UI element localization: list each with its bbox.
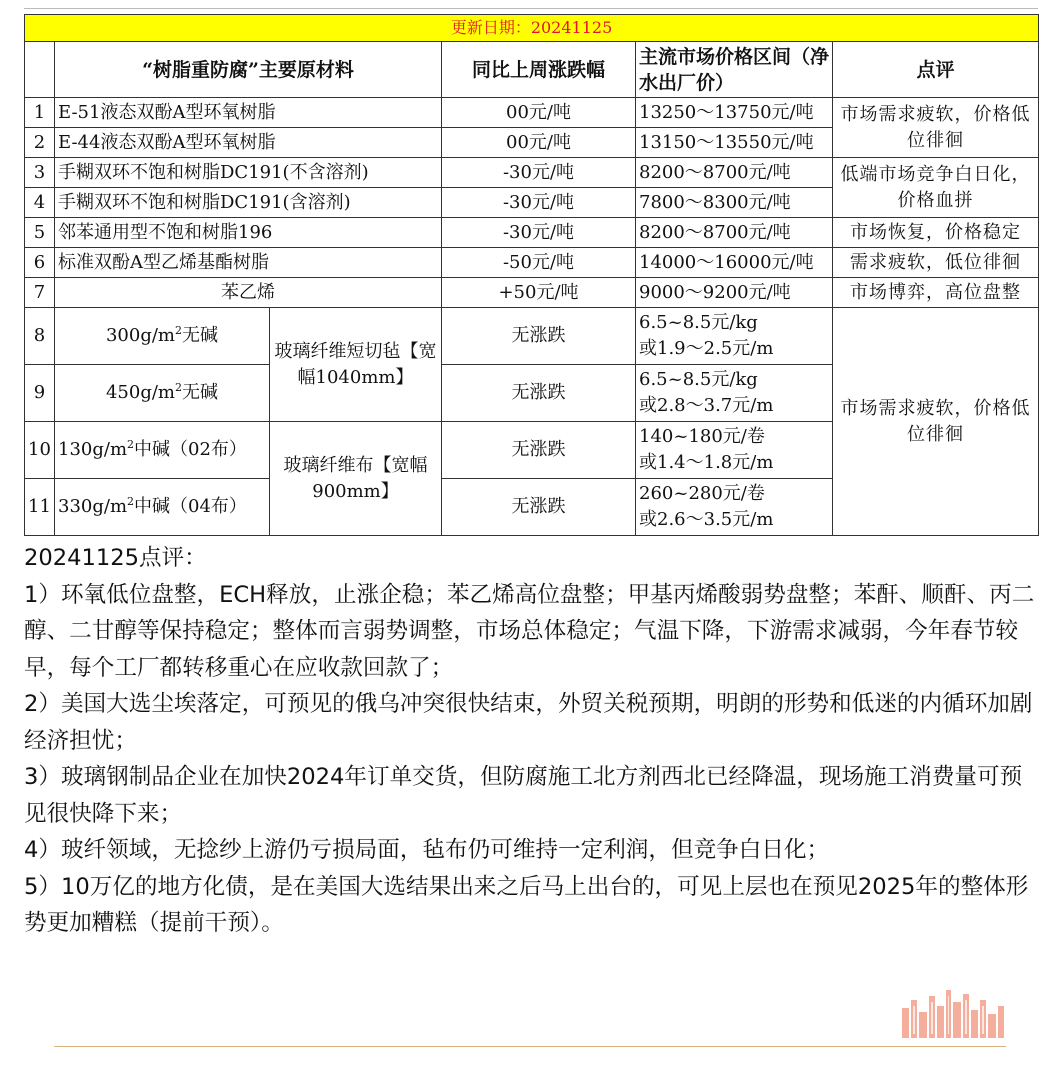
row-number: 10 (25, 422, 55, 479)
commentary-item: 4）玻纤领域，无捻纱上游仍亏损局面，毡布仍可维持一定利润，但竞争白日化； (24, 837, 830, 863)
commentary-item: 2）美国大选尘埃落定，可预见的俄乌冲突很快结束，外贸关税预期，明朗的形势和低迷的内循环加剧经济担忧； (24, 691, 1033, 754)
price-range: 140~180元/卷 或1.4～1.8元/m (636, 422, 833, 479)
row-number: 9 (25, 365, 55, 422)
city-skyline-decoration (900, 986, 1006, 1038)
row-number: 5 (25, 218, 55, 248)
commentary-item: 1）环氧低位盘整，ECH释放，止涨企稳；苯乙烯高位盘整；甲基丙烯酸弱势盘整；苯酐、顺酐、丙二醇、二甘醇等保持稳定；整体而言弱势调整，市场总体稳定；气温下降，下游需求减弱，今年春节较早，每个工厂都转移重心在应收款回款了； (24, 581, 1035, 681)
material-name: E-51液态双酚A型环氧树脂 (55, 98, 442, 128)
header-comment: 点评 (833, 42, 1039, 98)
row-number: 2 (25, 128, 55, 158)
row-number: 3 (25, 158, 55, 188)
commentary (24, 540, 1040, 942)
price-change: 00元/吨 (442, 128, 636, 158)
price-change: -30元/吨 (442, 158, 636, 188)
group-label-cloth: 玻璃纤维布【宽幅900mm】 (270, 422, 442, 536)
update-date-row (25, 15, 1039, 42)
price-range: 14000～16000元/吨 (636, 248, 833, 278)
commentary-item: 3）玻璃钢制品企业在加快2024年订单交货，但防腐施工北方剂西北已经降温，现场施工消费量可预见很快降下来； (24, 764, 1023, 827)
price-change: 00元/吨 (442, 98, 636, 128)
comment: 低端市场竞争白日化，价格血拼 (833, 158, 1039, 218)
table-row (25, 248, 1039, 278)
price-change: -30元/吨 (442, 188, 636, 218)
price-range: 8200～8700元/吨 (636, 218, 833, 248)
price-range: 7800～8300元/吨 (636, 188, 833, 218)
header-index (25, 42, 55, 98)
row-number: 8 (25, 308, 55, 365)
price-range: 13150～13550元/吨 (636, 128, 833, 158)
price-range: 6.5~8.5元/kg 或1.9～2.5元/m (636, 308, 833, 365)
top-divider (24, 8, 1038, 9)
price-range: 9000～9200元/吨 (636, 278, 833, 308)
header-material: “树脂重防腐”主要原材料 (55, 42, 442, 98)
update-date: 更新日期：20241125 (25, 15, 1039, 42)
price-change: +50元/吨 (442, 278, 636, 308)
bottom-divider (54, 1046, 1006, 1047)
material-name: 邻苯通用型不饱和树脂196 (55, 218, 442, 248)
comment: 市场博弈，高位盘整 (833, 278, 1039, 308)
table-row (25, 218, 1039, 248)
price-change: 无涨跌 (442, 308, 636, 365)
material-name: $130g/m^2$中碱（02布） (55, 422, 270, 479)
material-name: 手糊双环不饱和树脂DC191(不含溶剂) (55, 158, 442, 188)
row-number: 11 (25, 479, 55, 536)
material-name: $450g/m^2$无碱 (55, 365, 270, 422)
comment: 市场需求疲软，价格低位徘徊 (833, 308, 1039, 536)
price-range: 8200～8700元/吨 (636, 158, 833, 188)
material-name: $330g/m^2$中碱（04布） (55, 479, 270, 536)
group-label-mat: 玻璃纤维短切毡【宽幅1040mm】 (270, 308, 442, 422)
comment: 需求疲软，低位徘徊 (833, 248, 1039, 278)
price-change: 无涨跌 (442, 479, 636, 536)
material-name: $300g/m^2$无碱 (55, 308, 270, 365)
table-row (25, 278, 1039, 308)
row-number: 6 (25, 248, 55, 278)
price-table (24, 14, 1039, 536)
price-range: 13250～13750元/吨 (636, 98, 833, 128)
price-change: -50元/吨 (442, 248, 636, 278)
price-change: 无涨跌 (442, 365, 636, 422)
header-price: 主流市场价格区间（净水出厂价） (636, 42, 833, 98)
price-change: -30元/吨 (442, 218, 636, 248)
header-change: 同比上周涨跌幅 (442, 42, 636, 98)
price-range: 6.5~8.5元/kg 或2.8～3.7元/m (636, 365, 833, 422)
price-change: 无涨跌 (442, 422, 636, 479)
material-name: 苯乙烯 (55, 278, 442, 308)
table-row (25, 98, 1039, 128)
commentary-item: 5）10万亿的地方化债，是在美国大选结果出来之后马上出台的，可见上层也在预见2025年的整体形势更加糟糕（提前干预）。 (24, 873, 1029, 936)
material-name: 标准双酚A型乙烯基酯树脂 (55, 248, 442, 278)
table-row (25, 308, 1039, 365)
row-number: 1 (25, 98, 55, 128)
header-row (25, 42, 1039, 98)
price-range: 260~280元/卷 或2.6～3.5元/m (636, 479, 833, 536)
commentary-title: 20241125点评： (24, 545, 207, 571)
comment: 市场需求疲软，价格低位徘徊 (833, 98, 1039, 158)
material-name: E-44液态双酚A型环氧树脂 (55, 128, 442, 158)
comment: 市场恢复，价格稳定 (833, 218, 1039, 248)
row-number: 4 (25, 188, 55, 218)
row-number: 7 (25, 278, 55, 308)
material-name: 手糊双环不饱和树脂DC191(含溶剂) (55, 188, 442, 218)
table-row (25, 158, 1039, 188)
